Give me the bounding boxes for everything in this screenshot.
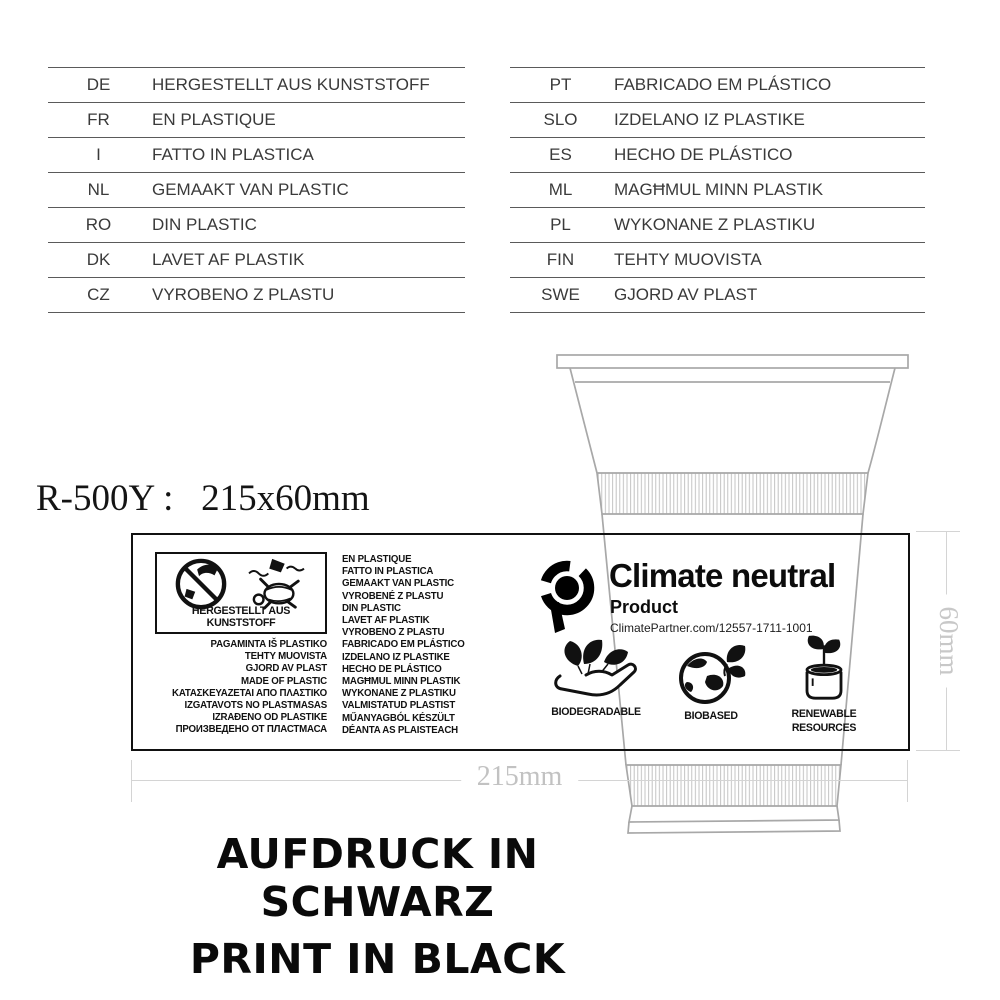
biobased-icon (673, 640, 749, 704)
width-dimension-label: 215mm (461, 761, 579, 793)
badge-label: RENEWABLE (791, 708, 857, 720)
label-lang-line: MAGĦMUL MINN PLASTIK (342, 676, 461, 688)
label-lang-line: ΚΑΤΑΣΚΕΥΑΖΕΤΑΙ ΑΠΟ ΠΛΑΣΤΙΚΟ (172, 687, 327, 699)
lang-code: PL (550, 215, 571, 234)
lang-code: DK (86, 250, 111, 269)
climate-partner-icon (535, 553, 597, 637)
climate-title: Climate neutral (609, 557, 836, 594)
language-table-left (48, 67, 465, 313)
badge-label: BIODEGRADABLE (551, 706, 641, 718)
label-lang-line: ПРОИЗВЕДЕНО ОТ ПЛАСТМАСА (175, 724, 327, 736)
label-lang-line: EN PLASTIQUE (342, 554, 412, 565)
table-row (510, 172, 925, 207)
biodegradable-icon (552, 636, 640, 700)
label-lang-line: IZGATAVOTS NO PLASTMASAS (184, 700, 327, 712)
print-label-artwork (131, 533, 910, 751)
label-lang-line: IZDELANO IZ PLASTIKE (342, 651, 450, 663)
label-lang-line: GEMAAKT VAN PLASTIC (342, 578, 455, 590)
table-row (48, 242, 465, 277)
print-note-en: PRINT IN BLACK (189, 935, 566, 983)
dimension-tick (916, 531, 960, 532)
lang-text: IZDELANO IZ PLASTIKE (614, 110, 805, 129)
table-row (510, 242, 925, 277)
table-row (48, 102, 465, 137)
language-table-right (510, 67, 925, 313)
print-note-de: AUFDRUCK IN SCHWARZ (216, 830, 539, 926)
badge-label: RESOURCES (791, 721, 857, 734)
table-row (48, 67, 465, 102)
width-dimension (131, 758, 908, 804)
lang-code: ML (548, 180, 573, 199)
lang-code: FR (87, 110, 110, 129)
height-dimension-label: 60mm (933, 594, 964, 687)
label-lang-line: HECHO DE PLÁSTICO (342, 663, 442, 675)
table-row (48, 277, 465, 312)
biobased-badge (661, 640, 761, 723)
lang-code: I (96, 145, 101, 164)
label-lang-line: VALMISTATUD PLASTIST (342, 700, 456, 712)
lang-code: ES (549, 145, 572, 164)
label-lang-line: MŰANYAGBÓL KÉSZÜLT (342, 712, 455, 724)
product-title: R-500Y : 215x60mm (36, 478, 370, 519)
badge-label: BIOBASED (684, 710, 738, 722)
renewable-resources-icon (796, 634, 852, 702)
label-lang-line: WYKONANE Z PLASTIKU (342, 688, 456, 700)
lang-code: FIN (546, 250, 575, 269)
lang-text: FATTO IN PLASTICA (152, 145, 314, 164)
table-row (48, 207, 465, 242)
table-row (48, 172, 465, 207)
language-list-middle (342, 554, 521, 737)
lang-text: GJORD AV PLAST (614, 285, 758, 304)
dimension-tick (131, 760, 132, 802)
table-row (510, 67, 925, 102)
lang-text: HECHO DE PLÁSTICO (614, 145, 793, 164)
label-lang-line: VYROBENO Z PLASTU (342, 627, 445, 639)
table-row (48, 137, 465, 172)
lang-text: FABRICADO EM PLÁSTICO (614, 75, 832, 94)
renewable-resources-badge (773, 634, 875, 734)
label-lang-line: FATTO IN PLASTICA (342, 566, 434, 578)
climate-subtitle: Product (610, 597, 679, 617)
language-list-left (139, 639, 327, 737)
lang-code: SLO (543, 110, 578, 129)
sup-marking-box (155, 552, 327, 634)
label-lang-line: LAVET AF PLASTIK (342, 615, 430, 627)
label-lang-line: GJORD AV PLAST (245, 663, 327, 675)
table-row (510, 102, 925, 137)
label-lang-line: MADE OF PLASTIC (240, 675, 327, 687)
label-lang-line: DIN PLASTIC (342, 602, 401, 614)
lang-code: CZ (87, 285, 110, 304)
lang-text: EN PLASTIQUE (152, 110, 276, 129)
lang-text: TEHTY MUOVISTA (614, 250, 762, 269)
print-note (95, 830, 660, 983)
label-lang-line: DÉANTA AS PLAISTEACH (342, 724, 458, 736)
dimension-tick (916, 750, 960, 751)
table-row (510, 207, 925, 242)
height-dimension (914, 531, 962, 751)
lang-code: RO (85, 215, 112, 234)
turtle-litter-icon (244, 557, 310, 611)
lang-code: SWE (541, 285, 580, 304)
lang-text: WYKONANE Z PLASTIKU (614, 215, 816, 234)
dimension-tick (907, 760, 908, 802)
lang-code: DE (86, 75, 111, 94)
no-littering-icon (172, 557, 230, 611)
label-lang-line: TEHTY MUOVISTA (244, 651, 327, 663)
lang-text: VYROBENO Z PLASTU (152, 285, 335, 304)
table-row (510, 277, 925, 312)
label-lang-line: IZRAĐENO OD PLASTIKE (212, 712, 327, 724)
lang-text: DIN PLASTIC (152, 215, 257, 234)
climate-partner-url: ClimatePartner.com/12557-1711-1001 (610, 621, 813, 635)
sup-caption: HERGESTELLT AUS KUNSTSTOFF (191, 605, 291, 629)
lang-code: NL (87, 180, 110, 199)
lang-text: GEMAAKT VAN PLASTIC (152, 180, 349, 199)
lang-text: LAVET AF PLASTIK (152, 250, 305, 269)
label-lang-line: VYROBENÉ Z PLASTU (342, 590, 444, 602)
lang-text: HERGESTELLT AUS KUNSTSTOFF (152, 75, 430, 94)
lang-code: PT (549, 75, 572, 94)
lang-text: MAGĦMUL MINN PLASTIK (614, 180, 824, 199)
table-row (510, 137, 925, 172)
label-lang-line: PAGAMINTA IŠ PLASTIKO (210, 639, 327, 650)
biodegradable-badge (538, 636, 654, 719)
label-lang-line: FABRICADO EM PLÁSTICO (342, 639, 465, 651)
